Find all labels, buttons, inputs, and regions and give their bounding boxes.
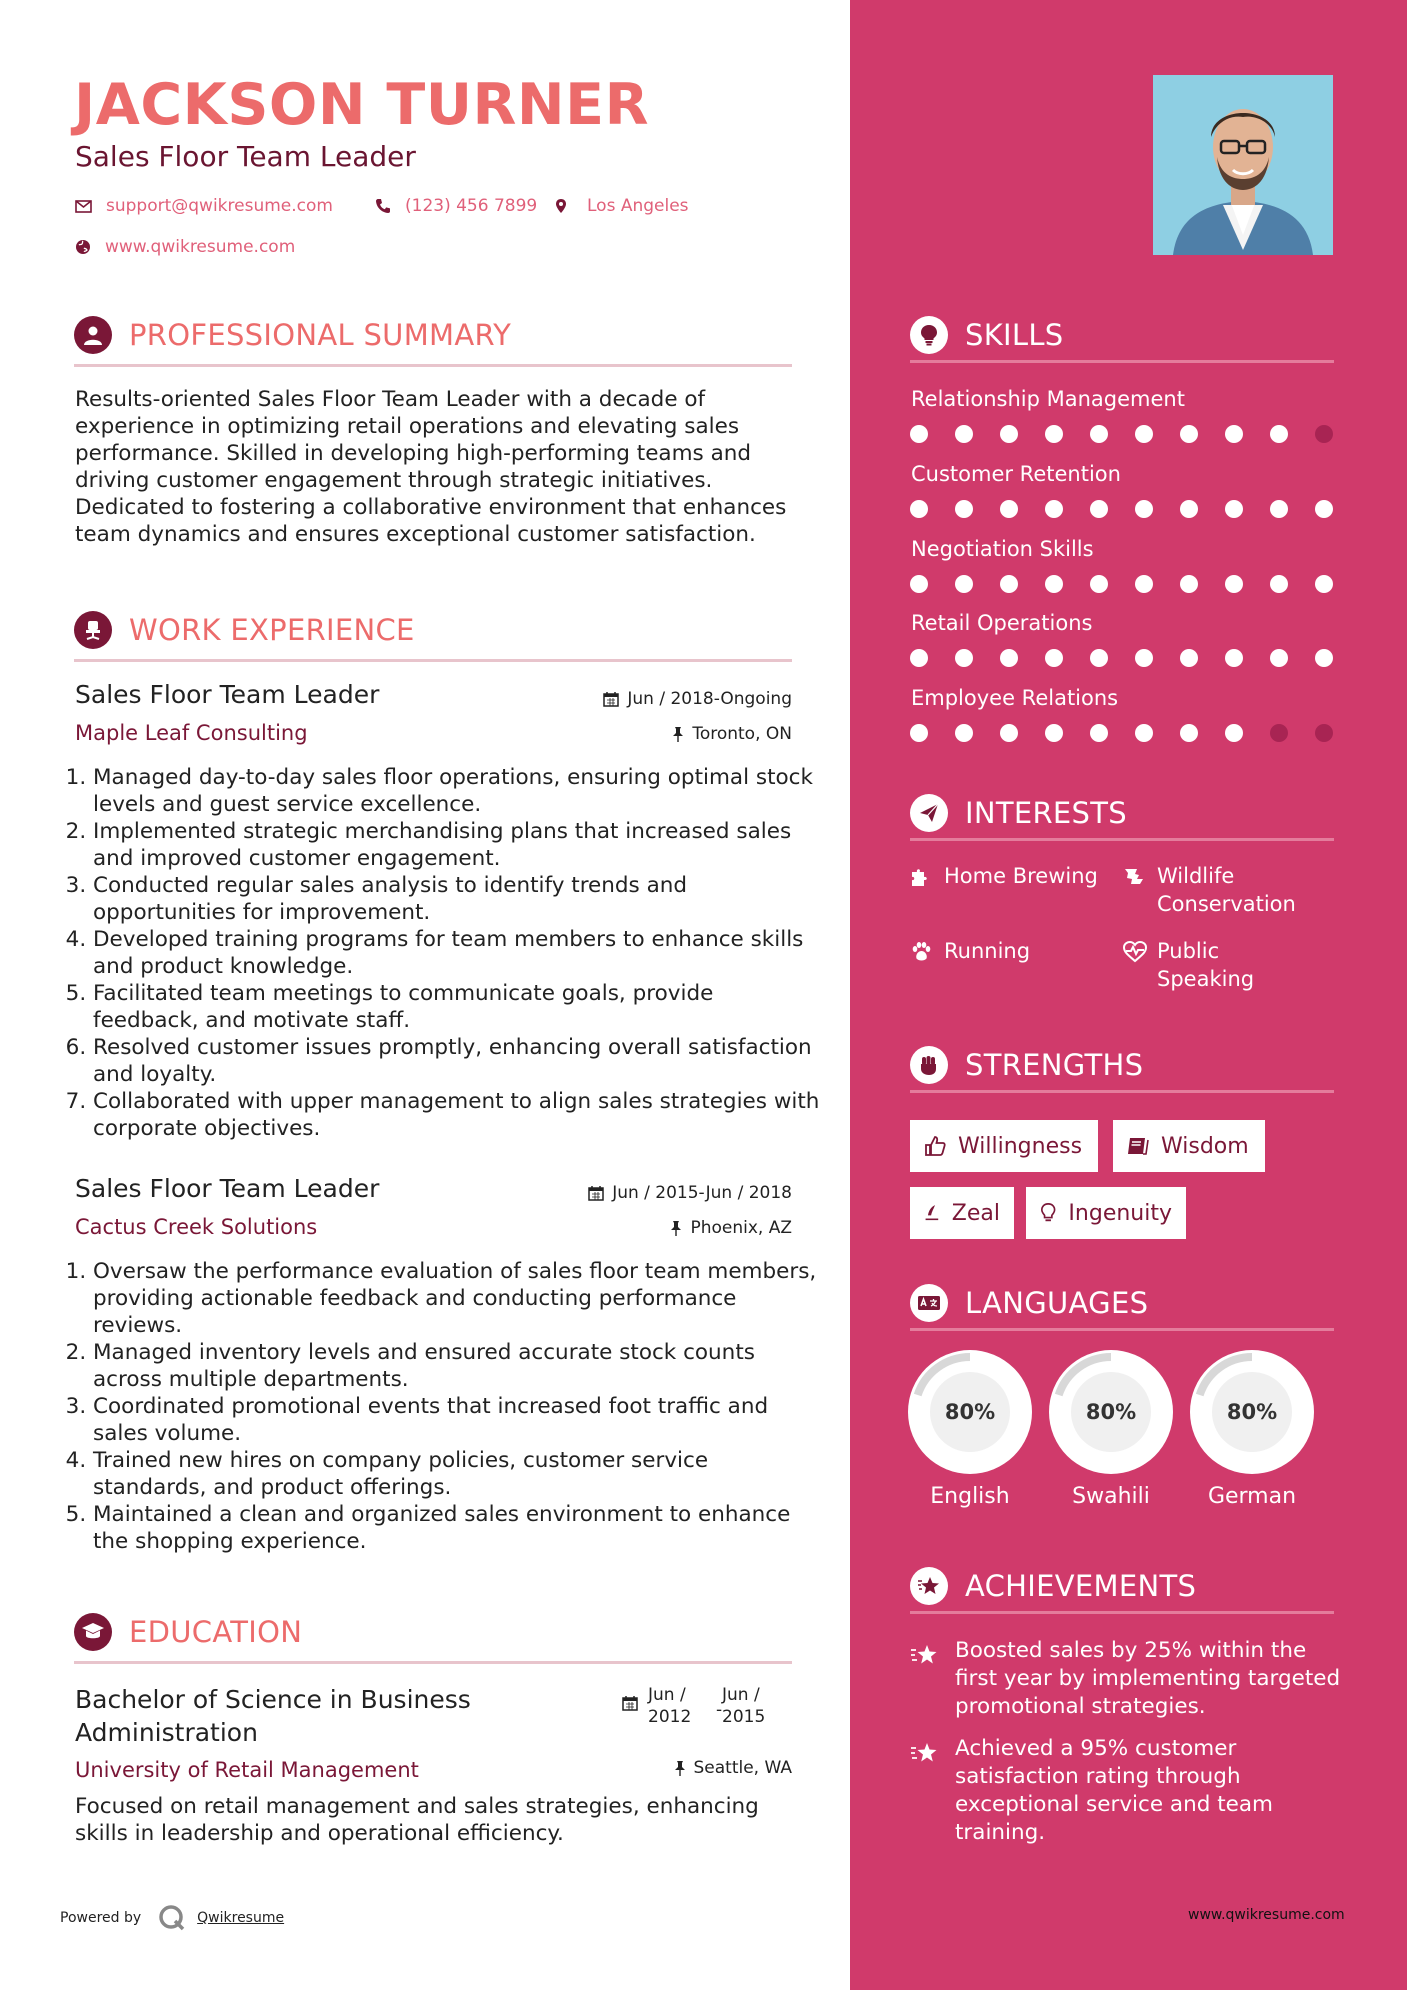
skill-dot-filled [1315, 500, 1333, 518]
list-item: 3. Coordinated promotional events that increased foot traffic and sales volume. [93, 1393, 823, 1447]
map-pin-icon [555, 198, 567, 214]
skill-dot-filled [1135, 575, 1153, 593]
profile-photo [1153, 75, 1333, 255]
interest-label-line2: Conservation [1157, 892, 1296, 916]
skill-dot-empty [1315, 724, 1333, 742]
language-progress-ring [1049, 1350, 1173, 1474]
star-burst-icon [910, 1741, 940, 1765]
skill-dot-filled [1225, 575, 1243, 593]
lightbulb-icon [910, 316, 948, 354]
strengths-header [910, 1044, 1334, 1093]
edu-start-year: 2012 [648, 1707, 692, 1727]
skill-dot-filled [955, 575, 973, 593]
paper-plane-icon [910, 794, 948, 832]
language-item [1049, 1350, 1173, 1509]
education-header [74, 1611, 792, 1664]
skill-rating [910, 425, 1360, 443]
skill-dot-filled [1135, 425, 1153, 443]
skill-dot-filled [955, 425, 973, 443]
strength-label: Ingenuity [1068, 1200, 1172, 1226]
language-icon [910, 1284, 948, 1322]
language-percent: 80% [930, 1372, 1010, 1452]
degree-line-2: Administration [75, 1718, 258, 1747]
strength-label: Wisdom [1161, 1133, 1249, 1159]
interest-label [1157, 862, 1296, 918]
language-progress-ring [908, 1350, 1032, 1474]
location-contact [555, 196, 689, 216]
email-contact[interactable] [75, 196, 333, 216]
skill-label: Retail Operations [911, 611, 1093, 635]
edu-end-year: 2015 [722, 1707, 766, 1727]
star-burst-icon [910, 1567, 948, 1605]
skill-dot-filled [1045, 500, 1063, 518]
interest-label [1157, 937, 1254, 993]
list-item: 3. Conducted regular sales analysis to identify trends and opportunities for improvement. [93, 872, 823, 926]
globe-icon [75, 239, 91, 255]
puzzle-icon [910, 866, 932, 888]
skill-dot-filled [1000, 500, 1018, 518]
skill-dot-filled [1045, 575, 1063, 593]
edu-location-text: Seattle, WA [693, 1758, 792, 1778]
chair-icon [74, 611, 112, 649]
edu-end-month: Jun / [722, 1685, 760, 1705]
skill-dot-filled [955, 724, 973, 742]
achievements-header [910, 1565, 1334, 1614]
strength-chip [910, 1120, 1098, 1172]
skill-dot-filled [1045, 649, 1063, 667]
job-2-company: Cactus Creek Solutions [75, 1215, 318, 1239]
skill-dot-filled [1225, 425, 1243, 443]
skill-dot-filled [1180, 649, 1198, 667]
skill-dot-filled [955, 500, 973, 518]
list-item: 2. Managed inventory levels and ensured accurate stock counts across multiple departments. [93, 1339, 823, 1393]
edu-start-date [648, 1684, 691, 1728]
job-1-title: Sales Floor Team Leader [75, 680, 380, 709]
skills-header [910, 314, 1334, 363]
list-item: 1. Oversaw the performance evaluation of sales floor team members, providing actionable feedback and conducting performance reviews. [93, 1258, 823, 1339]
edu-end-date [722, 1684, 765, 1728]
skill-dot-filled [1225, 500, 1243, 518]
list-item: 4. Trained new hires on company policies, customer service standards, and product offerings. [93, 1447, 823, 1501]
lightbulb-icon [1040, 1202, 1056, 1224]
location-text: Los Angeles [587, 196, 689, 216]
language-name: German [1207, 1484, 1297, 1509]
job-1-bullets [65, 764, 823, 1142]
language-percent: 80% [1212, 1372, 1292, 1452]
phone-contact[interactable] [375, 196, 537, 216]
phone-text: (123) 456 7899 [405, 196, 538, 216]
pushpin-icon [674, 1760, 686, 1776]
experience-header [74, 609, 792, 662]
languages-header [910, 1282, 1334, 1331]
skill-rating [910, 500, 1360, 518]
achievement-text: Boosted sales by 25% within the first year by implementing targeted promotional strategies. [955, 1638, 1341, 1719]
paw-icon [910, 941, 932, 963]
skill-rating [910, 649, 1360, 667]
skill-dot-filled [910, 649, 928, 667]
skill-dot-filled [1315, 575, 1333, 593]
interests-title: INTERESTS [965, 796, 1127, 830]
interest-label-line2: Speaking [1157, 967, 1255, 991]
skill-dot-filled [910, 724, 928, 742]
strength-chip [1113, 1120, 1265, 1172]
pen-icon [924, 1202, 940, 1224]
language-percent: 80% [1071, 1372, 1151, 1452]
skill-dot-filled [1135, 724, 1153, 742]
skill-rating [910, 724, 1360, 742]
phone-icon [375, 198, 391, 214]
skill-label: Relationship Management [911, 387, 1185, 411]
email-text: support@qwikresume.com [106, 196, 333, 216]
skills-title: SKILLS [965, 318, 1064, 352]
skill-dot-filled [1135, 500, 1153, 518]
candidate-title: Sales Floor Team Leader [75, 140, 416, 173]
job-2-title: Sales Floor Team Leader [75, 1174, 380, 1203]
job-1-location [560, 724, 792, 744]
thumbs-up-icon [924, 1135, 946, 1157]
website-contact[interactable] [75, 237, 295, 257]
strength-label: Willingness [958, 1133, 1083, 1159]
interest-label-line1: Wildlife [1157, 864, 1235, 888]
calendar-icon [588, 1185, 604, 1201]
brand-link[interactable]: Qwikresume [197, 1910, 285, 1926]
job-1-date-text: Jun / 2018-Ongoing [627, 689, 792, 709]
achievement-text: Achieved a 95% customer satisfaction rating through exceptional service and team training. [955, 1736, 1273, 1845]
job-2-location-text: Phoenix, AZ [690, 1218, 792, 1238]
language-name: Swahili [1072, 1484, 1150, 1509]
skill-dot-empty [1270, 724, 1288, 742]
education-title: EDUCATION [129, 1615, 303, 1649]
job-2-date [540, 1183, 792, 1203]
achievements-title: ACHIEVEMENTS [965, 1569, 1197, 1603]
job-1-location-text: Toronto, ON [692, 724, 792, 744]
skill-dot-filled [1135, 649, 1153, 667]
language-item [908, 1350, 1032, 1509]
strength-chip [1026, 1187, 1186, 1239]
summary-title: PROFESSIONAL SUMMARY [129, 318, 512, 352]
skill-dot-filled [1090, 575, 1108, 593]
edu-date-dash: - [716, 1700, 723, 1720]
skill-dot-filled [1000, 425, 1018, 443]
skill-dot-filled [1225, 724, 1243, 742]
list-item: 1. Managed day-to-day sales floor operations, ensuring optimal stock levels and guest service excellence. [93, 764, 823, 818]
skill-dot-filled [910, 575, 928, 593]
list-item: 5. Maintained a clean and organized sales environment to enhance the shopping experience. [93, 1501, 823, 1555]
strength-label: Zeal [951, 1200, 1000, 1226]
powered-by-label: Powered by [60, 1910, 142, 1926]
skill-label: Customer Retention [911, 462, 1121, 486]
degree-title [75, 1683, 471, 1749]
website-text: www.qwikresume.com [105, 237, 296, 257]
school-name: University of Retail Management [75, 1758, 419, 1782]
achievement-item [910, 1637, 1340, 1727]
list-item: 5. Facilitated team meetings to communicate goals, provide feedback, and motivate staff. [93, 980, 823, 1034]
skill-dot-filled [1180, 500, 1198, 518]
interest-label: Home Brewing [944, 864, 1098, 888]
calendar-icon [603, 691, 619, 707]
skill-dot-filled [1180, 425, 1198, 443]
languages-title: LANGUAGES [965, 1286, 1149, 1320]
skill-dot-filled [1270, 649, 1288, 667]
skill-dot-filled [1000, 724, 1018, 742]
interest-label: Running [944, 939, 1031, 963]
skill-dot-filled [955, 649, 973, 667]
powered-by [60, 1903, 284, 1933]
job-1-date [560, 689, 792, 709]
language-progress-ring [1190, 1350, 1314, 1474]
summary-text: Results-oriented Sales Floor Team Leader with a decade of experience in optimizing retail operations and elevating sales performance. Skilled in developing high-performing teams and driving customer engagement through strategic initiatives. Dedicated to fostering a collaborative environment that enhances team dynamics and ensures exceptional customer satisfaction. [75, 387, 787, 547]
skill-dot-filled [1045, 425, 1063, 443]
job-2-bullets [65, 1258, 823, 1555]
skill-dot-filled [1090, 724, 1108, 742]
job-2-date-text: Jun / 2015-Jun / 2018 [612, 1183, 792, 1203]
fist-icon [910, 1046, 948, 1084]
skill-dot-filled [1090, 649, 1108, 667]
list-item: 2. Implemented strategic merchandising plans that increased sales and improved customer engagement. [93, 818, 823, 872]
list-item: 4. Developed training programs for team members to enhance skills and product knowledge. [93, 926, 823, 980]
star-burst-icon [910, 1643, 940, 1667]
skill-dot-filled [1225, 649, 1243, 667]
skill-dot-filled [1045, 724, 1063, 742]
skill-dot-filled [1090, 500, 1108, 518]
skill-label: Employee Relations [911, 686, 1119, 710]
skill-dot-filled [1180, 724, 1198, 742]
edu-location [560, 1758, 792, 1778]
skill-dot-filled [910, 425, 928, 443]
qwikresume-logo-icon [157, 1903, 187, 1933]
skill-dot-filled [1270, 575, 1288, 593]
strength-chip [910, 1187, 1014, 1239]
candidate-name: JACKSON TURNER [74, 72, 649, 138]
summary-header [74, 314, 792, 367]
job-1-company: Maple Leaf Consulting [75, 721, 308, 745]
education-description: Focused on retail management and sales strategies, enhancing skills in leadership and operational efficiency. [75, 1794, 759, 1846]
experience-title: WORK EXPERIENCE [129, 613, 415, 647]
skill-rating [910, 575, 1360, 593]
language-item [1190, 1350, 1314, 1509]
skill-dot-filled [1000, 649, 1018, 667]
pushpin-icon [672, 726, 684, 742]
skill-dot-filled [910, 500, 928, 518]
skill-dot-filled [1000, 575, 1018, 593]
footer-site[interactable]: www.qwikresume.com [1188, 1907, 1345, 1923]
job-2-location [560, 1218, 792, 1238]
skill-dot-filled [1315, 649, 1333, 667]
interest-label-line1: Public [1157, 939, 1220, 963]
heartbeat-icon [1123, 941, 1147, 963]
graduation-cap-icon [74, 1613, 112, 1651]
interests-header [910, 792, 1334, 841]
skill-dot-filled [1090, 425, 1108, 443]
calendar-icon [622, 1695, 638, 1715]
achievement-item [910, 1735, 1340, 1855]
skill-dot-filled [1180, 575, 1198, 593]
skill-dot-filled [1270, 500, 1288, 518]
map-icon [1123, 866, 1145, 888]
book-icon [1127, 1136, 1149, 1156]
skill-label: Negotiation Skills [911, 537, 1094, 561]
envelope-icon [75, 200, 92, 213]
strengths-title: STRENGTHS [965, 1048, 1144, 1082]
list-item: 6. Resolved customer issues promptly, enhancing overall satisfaction and loyalty. [93, 1034, 823, 1088]
list-item: 7. Collaborated with upper management to align sales strategies with corporate objectives. [93, 1088, 823, 1142]
edu-start-month: Jun / [648, 1685, 686, 1705]
degree-line-1: Bachelor of Science in Business [75, 1685, 471, 1714]
user-icon [74, 316, 112, 354]
language-name: English [930, 1484, 1010, 1509]
skill-dot-empty [1315, 425, 1333, 443]
skill-dot-filled [1270, 425, 1288, 443]
pushpin-icon [670, 1220, 682, 1236]
